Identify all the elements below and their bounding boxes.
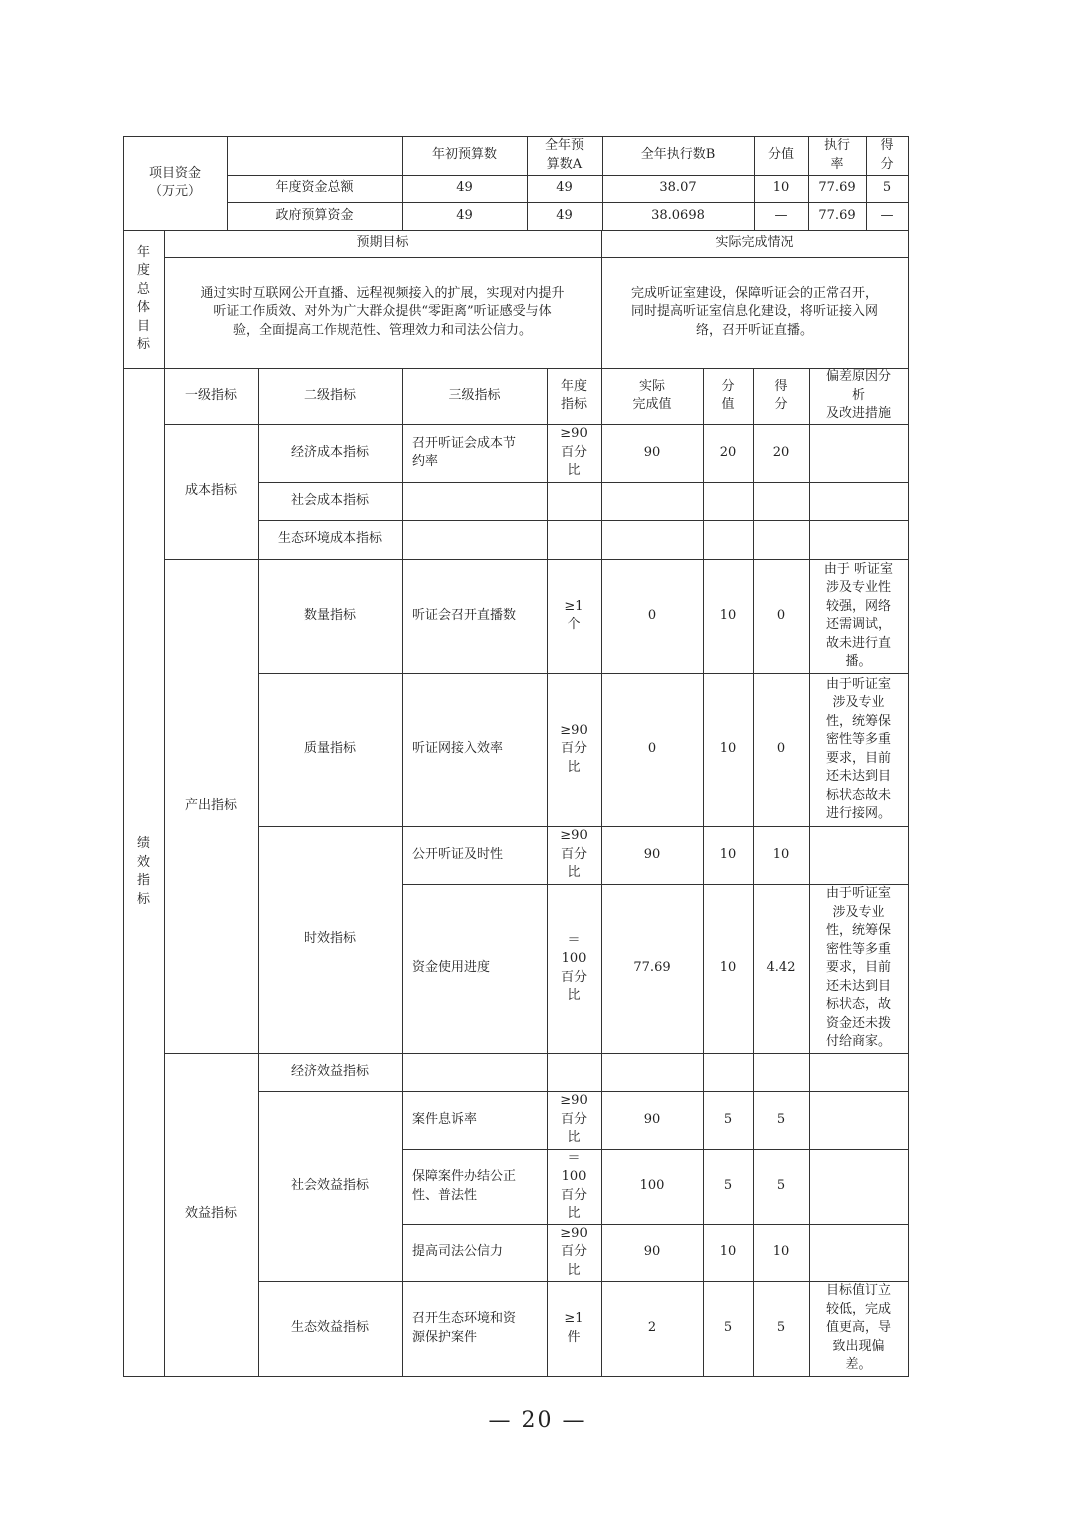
indicator-level3: 听证网接入效率 [412,741,504,757]
level2-indicator: 社会成本指标 [290,492,369,508]
funds-label: 项目资金 （万元） [148,165,201,199]
level2-indicator: 时效指标 [303,931,356,947]
indicator-target: ≥90 百分 比 [560,426,588,479]
indicator-score: 5 [776,1111,786,1127]
funds-row-name: 年度资金总额 [275,180,354,196]
funds-value: 49 [456,180,473,196]
indicator-weight: 5 [723,1178,733,1194]
funds-value: — [880,207,894,223]
funds-value: 77.69 [818,207,856,223]
performance-header: 三级指标 [448,387,501,403]
funds-value: 49 [556,207,573,223]
indicator-reason [809,1149,908,1224]
page-number: — 20 — [488,1408,587,1433]
indicator-reason: 由于 听证室 涉及专业性 较强，网络 还需调试， 故未进行直 播。 [823,561,894,669]
performance-header: 分 值 [721,378,735,412]
indicator-actual: 0 [647,741,657,757]
indicator-actual: 77.69 [633,960,671,976]
indicator-reason [809,1091,908,1149]
indicator-weight: 10 [719,960,737,976]
goals-label: 年 度 总 体 目 标 [136,244,150,352]
indicator-reason: 目标值订立 较低，完成 值更高，导 致出现偏 差。 [825,1283,891,1373]
performance-header: 二级指标 [303,387,356,403]
indicator-weight: 5 [723,1320,733,1336]
level2-indicator: 数量指标 [303,607,356,623]
funds-value: 38.07 [659,180,697,196]
indicator-score: 4.42 [766,960,796,976]
level2-indicator: 经济效益指标 [290,1063,369,1079]
indicator-weight: 20 [719,444,737,460]
indicator-level3: 资金使用进度 [412,960,491,976]
performance-header: 一级指标 [184,387,237,403]
funds-value: 38.0698 [651,207,705,223]
indicator-actual: 100 [639,1178,665,1194]
indicator-target: ≥1 件 [564,1311,584,1345]
indicator-target: ＝ 100 百分 比 [560,932,587,1003]
indicator-level3: 召开生态环境和资 源保护案件 [412,1311,517,1345]
indicator-level3: 保障案件办结公正 性、普法性 [412,1169,517,1203]
level2-indicator: 经济成本指标 [290,444,369,460]
indicator-level3: 听证会召开直播数 [412,607,517,623]
funds-value: 5 [882,180,892,196]
indicator-target: ≥90 百分 比 [560,828,588,881]
indicator-score: 5 [776,1320,786,1336]
level1-indicator: 成本指标 [184,483,237,499]
indicator-weight: 10 [719,741,737,757]
level2-indicator: 社会效益指标 [290,1177,369,1193]
indicator-score: 0 [776,607,786,623]
indicator-target: ＝ 100 百分 比 [560,1150,587,1221]
actual-status-text: 完成听证室建设，保障听证会的正常召开， 同时提高听证室信息化建设，将听证接入网 络，召开听证直播。 [630,285,878,338]
indicator-actual: 0 [647,607,657,623]
indicator-score: 10 [772,846,790,862]
indicator-level3: 召开听证会成本节 约率 [412,435,517,469]
indicator-actual: 90 [643,1244,661,1260]
indicator-weight: 10 [719,846,737,862]
level1-indicator: 产出指标 [184,797,237,813]
performance-header: 得 分 [774,378,788,412]
performance-header: 偏差原因分 析 及改进措施 [825,369,891,422]
table-rule [908,136,909,231]
indicator-actual: 90 [643,444,661,460]
indicator-target: ≥90 百分 比 [560,722,588,775]
indicator-reason [809,1224,908,1281]
funds-value: 49 [456,207,473,223]
funds-value: 49 [556,180,573,196]
indicator-actual: 90 [643,846,661,862]
indicator-target: ≥90 百分 比 [560,1225,588,1278]
indicator-reason: 由于听证室 涉及专业 性，统筹保 密性等多重 要求，目前 还未达到目 标状态故未 进行接网。 [825,676,891,821]
performance-label: 绩 效 指 标 [136,836,150,907]
expected-goal-text: 通过实时互联网公开直播、远程视频接入的扩展，实现对内提升 听证工作质效、对外为广大群众提供“零距离”听证感受与体 验，全面提高工作规范性、管理效力和司法公信力。 [200,285,565,338]
table-rule [908,230,909,369]
indicator-score: 5 [776,1178,786,1194]
indicator-target: ≥90 百分 比 [560,1093,588,1146]
funds-value: 77.69 [818,180,856,196]
table-rule [402,482,909,483]
performance-header: 年度 指标 [560,378,587,412]
indicator-reason [809,424,908,482]
funds-value: — [774,207,788,223]
indicator-weight: 10 [719,1244,737,1260]
funds-header: 得 分 [880,138,894,172]
indicator-level3: 公开听证及时性 [412,846,504,862]
indicator-score: 20 [772,444,790,460]
expected-goal-header: 预期目标 [356,235,409,251]
table-rule [402,520,909,521]
indicator-actual: 90 [643,1111,661,1127]
table-rule [402,1376,909,1377]
funds-header: 全年执行数B [640,147,716,163]
indicator-weight: 5 [723,1111,733,1127]
indicator-level3: 提高司法公信力 [412,1244,504,1260]
funds-header: 年初预算数 [431,147,497,163]
level2-indicator: 生态环境成本指标 [277,531,382,547]
funds-header: 全年预 算数A [544,138,584,172]
actual-status-header: 实际完成情况 [715,235,794,251]
funds-header: 分值 [767,147,794,163]
indicator-reason: 由于听证室 涉及专业 性，统筹保 密性等多重 要求，目前 还未达到目 标状态，故 资金还未拨 付给商家。 [825,886,891,1050]
indicator-level3: 案件息诉率 [412,1111,478,1127]
indicator-score: 0 [776,741,786,757]
indicator-score: 10 [772,1244,790,1260]
indicator-weight: 10 [719,607,737,623]
funds-header: 执行 率 [823,138,850,172]
level2-indicator: 生态效益指标 [290,1320,369,1336]
indicator-reason [809,826,908,884]
level2-indicator: 质量指标 [303,741,356,757]
indicator-actual: 2 [647,1320,657,1336]
indicator-target: ≥1 个 [564,598,584,632]
performance-header: 实际 完成值 [632,378,672,412]
funds-value: 10 [772,180,790,196]
table-rule [402,1053,909,1054]
funds-row-name: 政府预算资金 [275,207,354,223]
level1-indicator: 效益指标 [184,1206,237,1222]
